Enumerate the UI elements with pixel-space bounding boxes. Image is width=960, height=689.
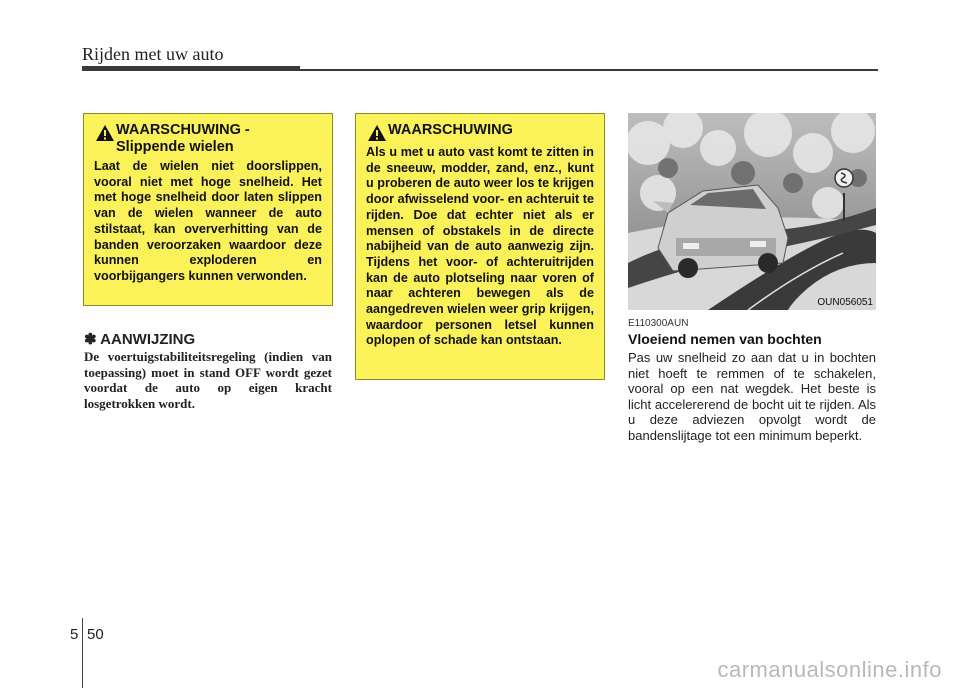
footer-divider	[82, 618, 83, 688]
section-title: Vloeiend nemen van bochten	[628, 331, 822, 347]
warning-box-slipping-wheels	[83, 113, 333, 306]
warning-body: Als u met u auto vast komt te zitten in de sneeuw, modder, zand, enz., kunt u proberen de auto weer los te krijgen door afwisselend voor- en achteruit te rijden. Doe dat echter niet als er mensen of obstakels in de directe nabijheid van de auto aanwezig zijn. Tijdens het voor- of achteruitrijden kan de auto plotseling naar voren of naar achteren bewegen als de aangedreven wielen weer grip krijgen, waardoor personen letsel kunnen oplopen of schade kan ontstaan.	[366, 145, 594, 348]
header-rule-thin	[300, 69, 878, 71]
cornering-car-photo	[628, 113, 876, 310]
section-body: Pas uw snelheid zo aan dat u in bochten niet hoeft te remmen of te schakelen, vooral op een nat wegdek. Het beste is licht accelererend de bocht uit te rijden. Als u deze adviezen opvolgt wordt de bandenslijtage tot een minimum beperkt.	[628, 350, 876, 443]
warning-title: WAARSCHUWING -	[116, 122, 250, 138]
photo-code-label: OUN056051	[817, 297, 873, 308]
section-code: E110300AUN	[628, 318, 689, 329]
note-body: De voertuigstabiliteitsregeling (indien van toepassing) moet in stand OFF wordt gezet voordat de auto op eigen kracht losgetrokken wordt.	[84, 349, 332, 411]
warning-triangle-icon	[94, 124, 116, 142]
header-title: Rijden met uw auto	[82, 44, 224, 64]
warning-triangle-icon	[366, 124, 388, 142]
note-title: ✽ AANWIJZING	[84, 331, 196, 348]
page-number: 50	[87, 626, 104, 643]
warning-subtitle: Slippende wielen	[116, 139, 234, 155]
header-rule-thick	[82, 66, 300, 71]
watermark: carmanualsonline.info	[717, 657, 942, 682]
warning-title: WAARSCHUWING	[388, 122, 513, 138]
warning-body: Laat de wielen niet doorslippen, vooral niet met hoge snelheid. Het met hoge snelheid door laten slippen van de wielen wanneer de auto stilstaat, kan oververhitting van de banden veroorzaken waardoor deze kunnen exploderen en voorbijgangers kunnen verwonden.	[94, 159, 322, 283]
chapter-number: 5	[70, 626, 79, 643]
warning-box-stuck-vehicle	[355, 113, 605, 380]
